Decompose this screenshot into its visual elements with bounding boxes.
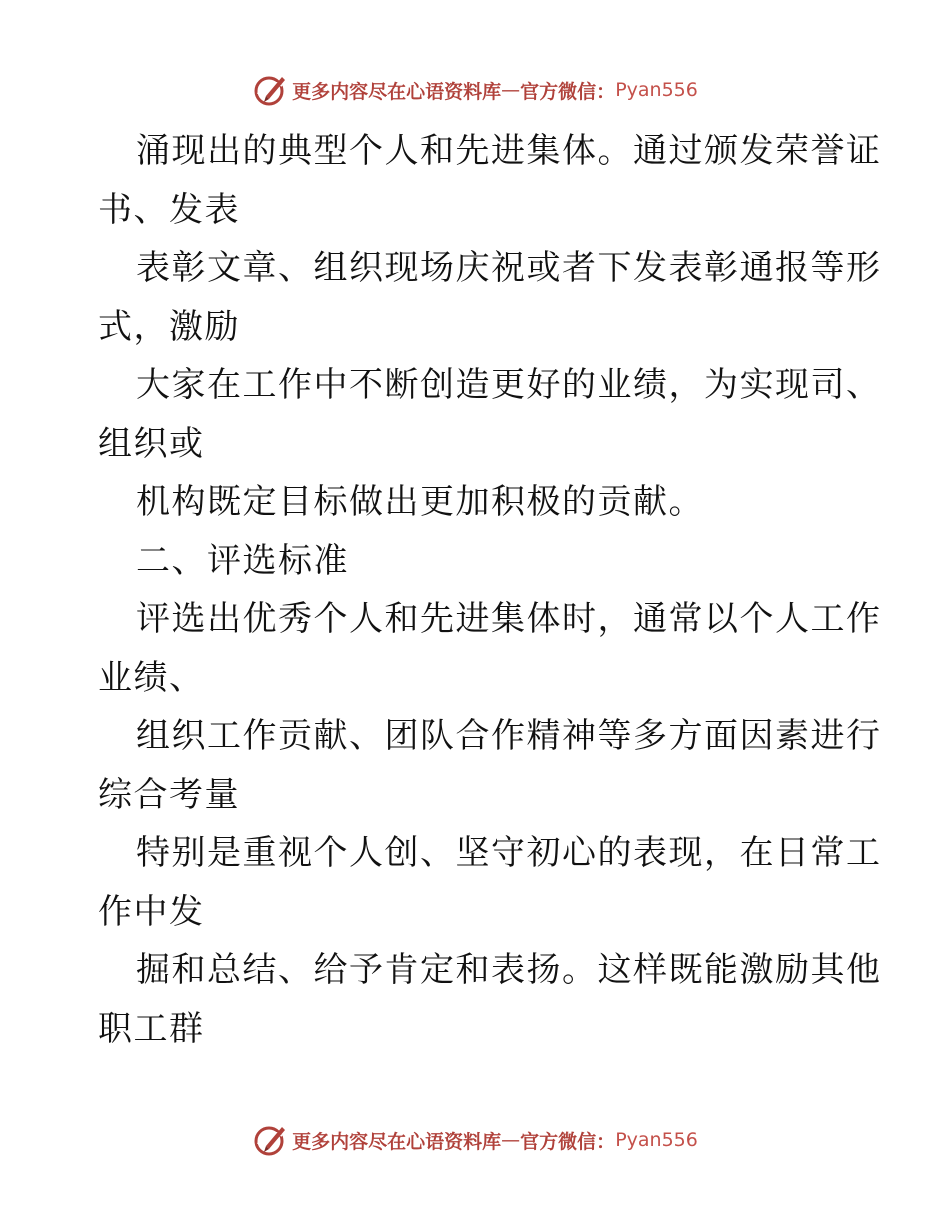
pen-swirl-logo-icon (252, 72, 288, 108)
banner-dash: — (501, 1129, 521, 1151)
text-line: 表彰文章、组织现场庆祝或者下发表彰通报等形 (136, 248, 882, 288)
pen-swirl-logo-icon (252, 1122, 288, 1158)
text-line: 组织工作贡献、团队合作精神等多方面因素进行 (136, 716, 882, 756)
text-line: 大家在工作中不断创造更好的业绩，为实现司、 (136, 365, 882, 405)
text-line: 职工群 (98, 1008, 205, 1049)
text-line: 式，激励 (98, 306, 240, 347)
text-line: 涌现出的典型个人和先进集体。通过颁发荣誉证 (136, 131, 882, 171)
banner-wechat-id: Pyan556 (615, 79, 698, 101)
text-line: 评选出优秀个人和先进集体时，通常以个人工作 (136, 599, 882, 639)
banner-wechat-label: 官方微信： (520, 1130, 616, 1153)
text-line: 组织或 (98, 423, 205, 464)
header-banner (0, 70, 950, 110)
section-heading: 二、评选标准 (136, 540, 349, 581)
banner-site-name: 更多内容尽在心语资料库 (292, 1130, 502, 1153)
text-line: 掘和总结、给予肯定和表扬。这样既能激励其他 (136, 950, 882, 990)
text-line: 综合考量 (98, 774, 240, 815)
banner-site-name: 更多内容尽在心语资料库 (292, 80, 502, 103)
banner-wechat-label: 官方微信： (520, 80, 616, 103)
document-body (98, 122, 882, 1058)
text-line: 业绩、 (98, 657, 205, 698)
banner-wechat-id: Pyan556 (615, 1129, 698, 1151)
text-line: 特别是重视个人创、坚守初心的表现，在日常工 (136, 833, 882, 873)
text-line: 作中发 (98, 891, 205, 932)
text-line: 书、发表 (98, 189, 240, 230)
footer-banner (0, 1120, 950, 1160)
text-line: 机构既定目标做出更加积极的贡献。 (136, 482, 704, 522)
banner-dash: — (501, 79, 521, 101)
